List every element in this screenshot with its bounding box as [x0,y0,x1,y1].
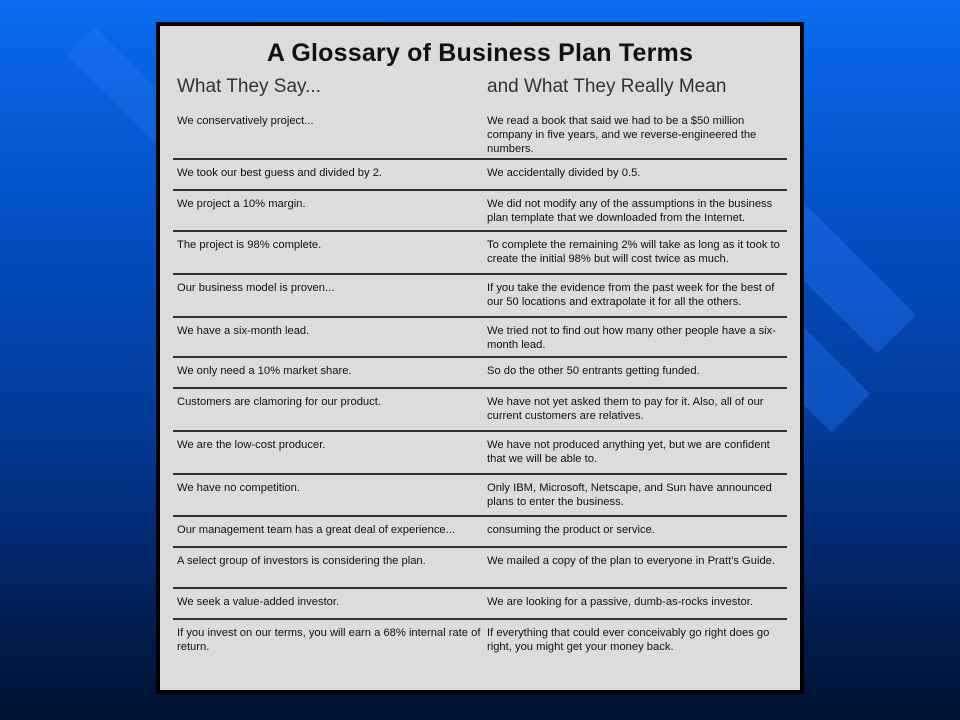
table-row [173,275,787,318]
term-say: We have no competition. [177,482,300,494]
glossary-content [160,26,800,690]
table-row [173,318,787,358]
table-row [173,389,787,432]
term-say: We only need a 10% market share. [177,365,352,377]
term-mean: We did not modify any of the assumptions in the business plan template that we downloaded from the Internet. [487,198,773,224]
table-row [173,620,787,665]
table-row [173,517,787,548]
header-what-they-say: What They Say... [177,76,321,97]
term-mean: We tried not to find out how many other people have a six-month lead. [487,325,776,351]
term-say: If you invest on our terms, you will earn a 68% internal rate of return. [177,627,481,653]
term-say: We project a 10% margin. [177,198,306,210]
term-say: The project is 98% complete. [177,239,322,251]
term-mean: consuming the product or service. [487,524,655,536]
table-row [173,548,787,589]
term-say: We are the low-cost producer. [177,439,326,451]
term-say: A select group of investors is considering the plan. [177,555,426,567]
term-mean: So do the other 50 entrants getting funded. [487,365,700,377]
term-say: Customers are clamoring for our product. [177,396,381,408]
table-row [173,358,787,389]
term-say: We took our best guess and divided by 2. [177,167,383,179]
table-row [173,191,787,232]
term-say: Our business model is proven... [177,282,335,294]
term-mean: If you take the evidence from the past week for the best of our 50 locations and extrapolate it for all the others. [487,282,775,308]
table-row [173,475,787,517]
glossary-panel [156,22,804,694]
term-mean: We accidentally divided by 0.5. [487,167,641,179]
term-mean: We are looking for a passive, dumb-as-rocks investor. [487,596,753,608]
term-say: We conservatively project... [177,115,314,127]
table-row [173,108,787,160]
table-row [173,432,787,475]
column-headers [173,70,787,104]
term-say: Our management team has a great deal of experience... [177,524,455,536]
table-row [173,160,787,191]
table-row [173,232,787,275]
term-mean: Only IBM, Microsoft, Netscape, and Sun have announced plans to enter the business. [487,482,772,508]
term-mean: We mailed a copy of the plan to everyone in Pratt's Guide. [487,555,775,567]
term-mean: We have not yet asked them to pay for it. Also, all of our current customers are relatives. [487,396,764,422]
term-mean: We have not produced anything yet, but we are confident that we will be able to. [487,439,770,465]
table-row [173,589,787,620]
term-say: We seek a value-added investor. [177,596,340,608]
header-what-they-mean: and What They Really Mean [487,76,727,97]
term-mean: To complete the remaining 2% will take as long as it took to create the initial 98% but will cost twice as much. [487,239,780,265]
page-title: A Glossary of Business Plan Terms [266,39,694,67]
glossary-table [173,108,787,665]
term-mean: If everything that could ever conceivably go right does go right, you might get your money back. [487,627,770,653]
term-mean: We read a book that said we had to be a $50 million company in five years, and we reverse-engineered the numbers. [487,115,757,155]
term-say: We have a six-month lead. [177,325,310,337]
